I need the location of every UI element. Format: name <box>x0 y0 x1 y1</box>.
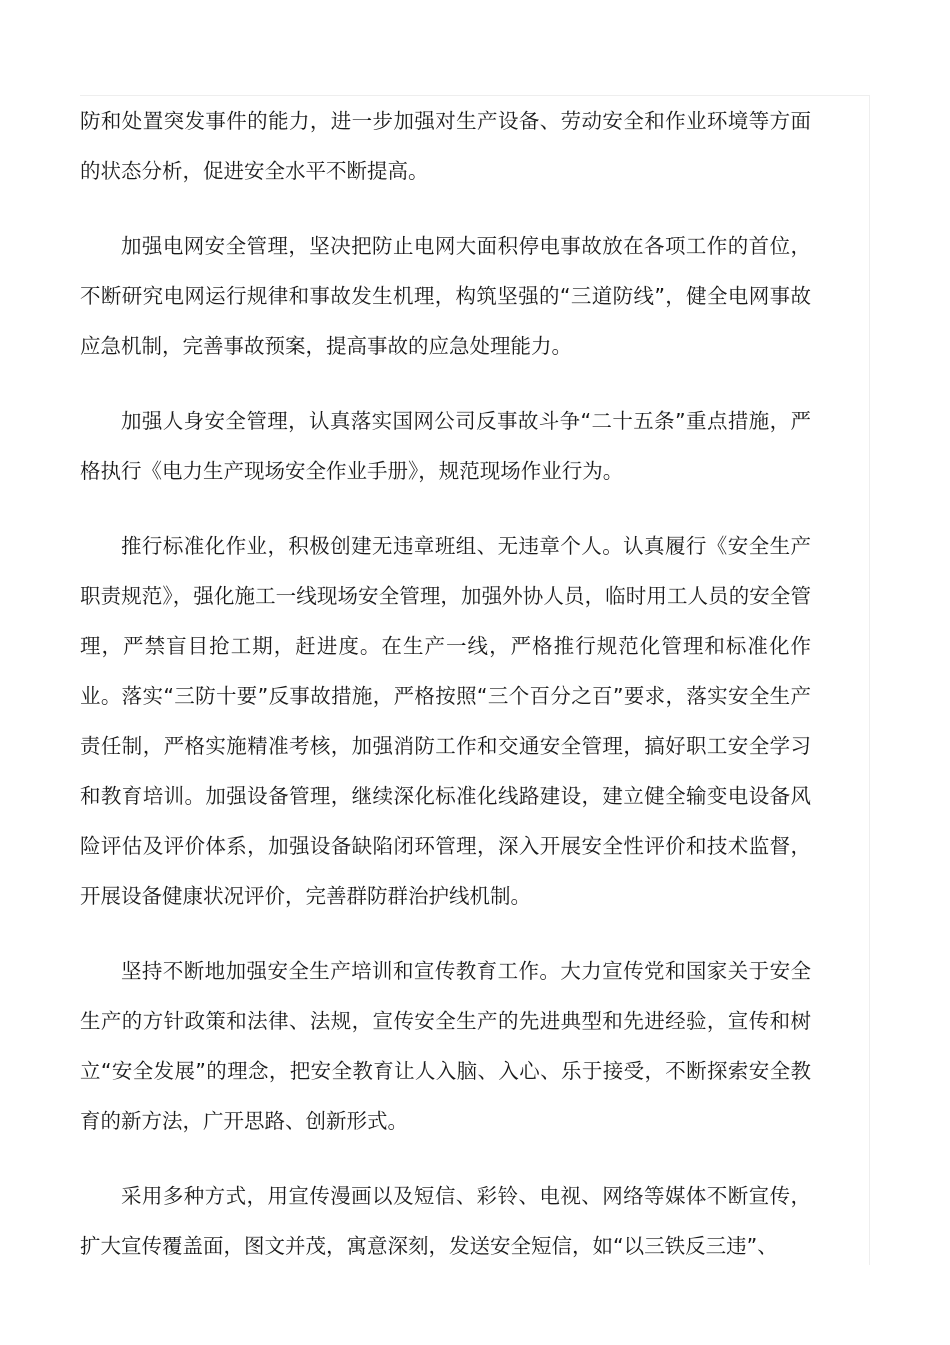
paragraph-3: 加强人身安全管理，认真落实国网公司反事故斗争“二十五条”重点措施，严格执行《电力生产现场安全作业手册》，规范现场作业行为。 <box>80 409 811 483</box>
paragraph-6: 采用多种方式，用宣传漫画以及短信、彩铃、电视、网络等媒体不断宣传，扩大宣传覆盖面，图文并茂，寓意深刻，发送安全短信，如“以三铁反三违”、 <box>80 1184 811 1258</box>
paragraph-5: 坚持不断地加强安全生产培训和宣传教育工作。大力宣传党和国家关于安全生产的方针政策和法律、法规，宣传安全生产的先进典型和先进经验，宣传和树立“安全发展”的理念，把安全教育让人入脑、入心、乐于接受，不断探索安全教育的新方法，广开思路、创新形式。 <box>80 959 811 1133</box>
paragraph-2: 加强电网安全管理，坚决把防止电网大面积停电事故放在各项工作的首位，不断研究电网运行规律和事故发生机理，构筑坚强的“三道防线”，健全电网事故应急机制，完善事故预案，提高事故的应急处理能力。 <box>80 234 811 358</box>
document-page <box>80 95 870 1265</box>
paragraph-4: 推行标准化作业，积极创建无违章班组、无违章个人。认真履行《安全生产职责规范》，强化施工一线现场安全管理，加强外协人员，临时用工人员的安全管理，严禁盲目抢工期，赶进度。在生产一线，严格推行规范化管理和标准化作业。落实“三防十要”反事故措施，严格按照“三个百分之百”要求，落实安全生产责任制，严格实施精准考核，加强消防工作和交通安全管理，搞好职工安全学习和教育培训。加强设备管理，继续深化标准化线路建设，建立健全输变电设备风险评估及评价体系，加强设备缺陷闭环管理，深入开展安全性评价和技术监督，开展设备健康状况评价，完善群防群治护线机制。 <box>80 534 811 908</box>
paragraph-1: 防和处置突发事件的能力，进一步加强对生产设备、劳动安全和作业环境等方面的状态分析，促进安全水平不断提高。 <box>80 109 811 183</box>
document-body <box>80 96 811 1271</box>
